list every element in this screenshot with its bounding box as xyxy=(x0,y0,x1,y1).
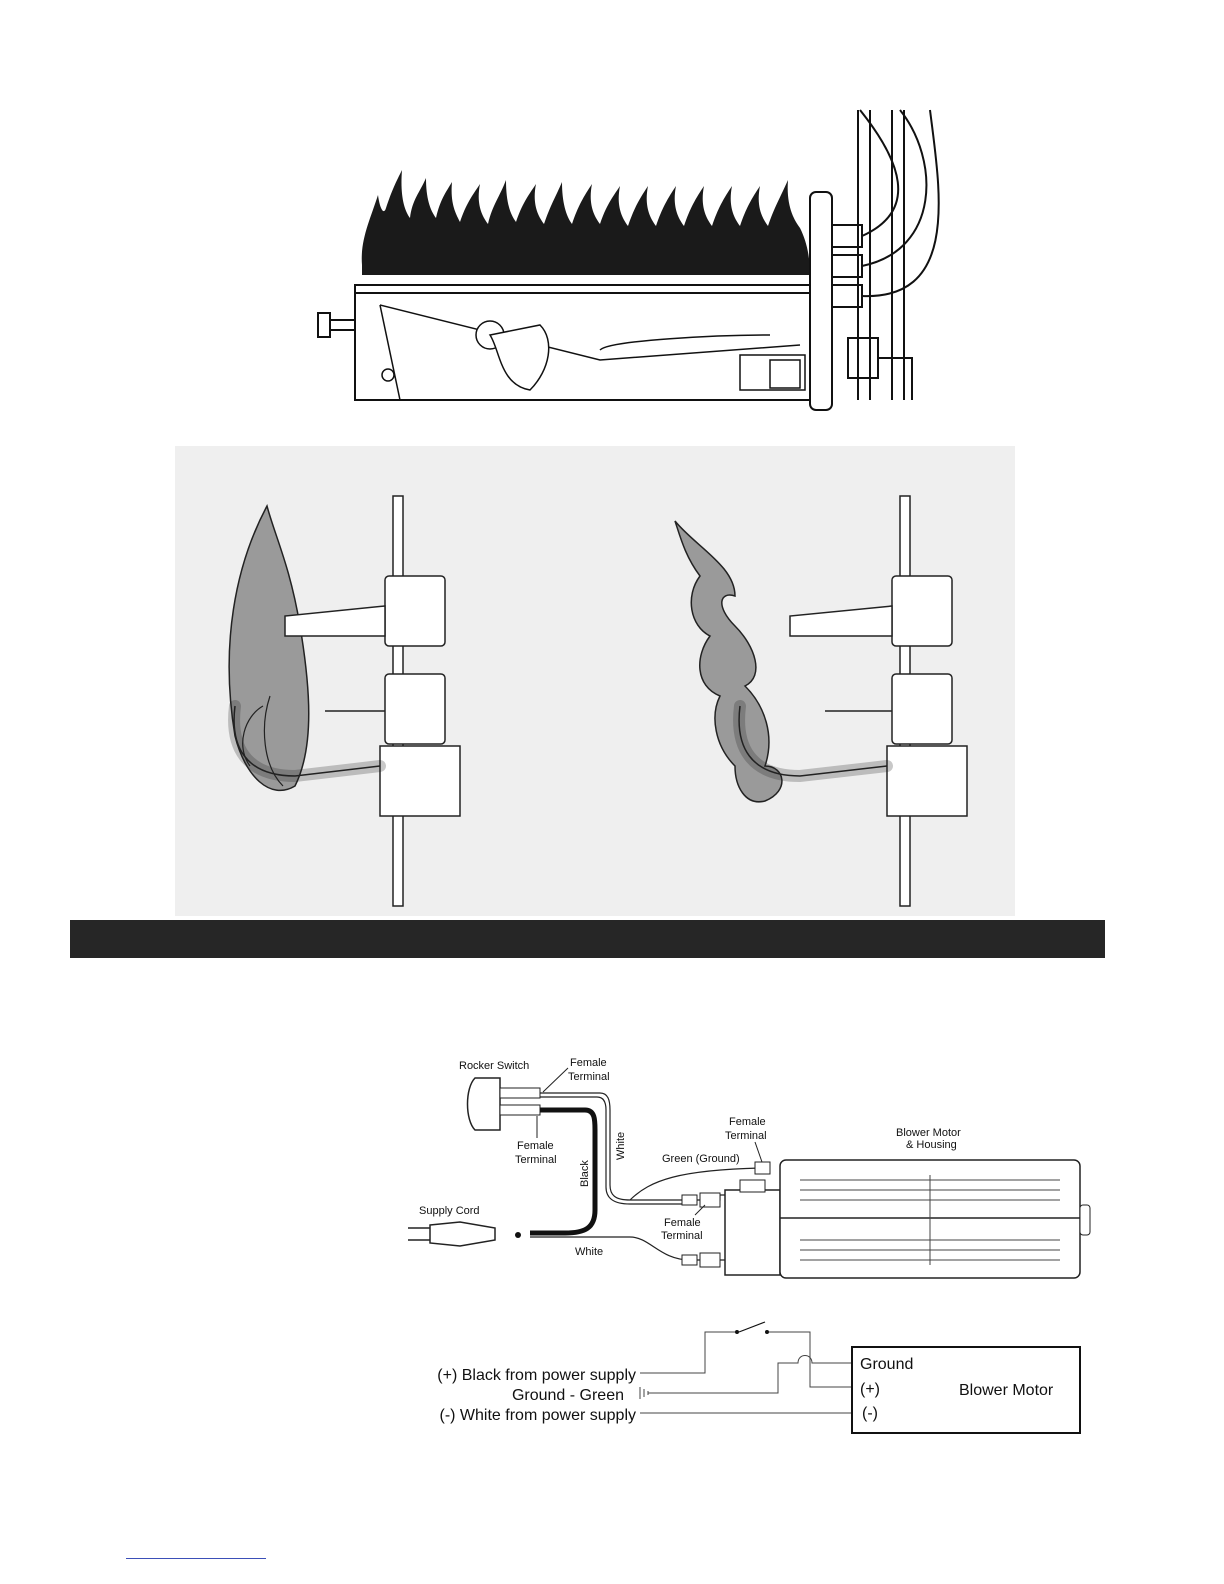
label-female-terminal-4b: Terminal xyxy=(661,1230,703,1242)
schematic-label-white: (-) White from power supply xyxy=(439,1407,636,1424)
schematic-label-ground: Ground - Green xyxy=(511,1387,624,1404)
thermopile-fitting xyxy=(385,674,445,744)
label-female-terminal-1b: Terminal xyxy=(568,1071,610,1083)
burner-assembly-illustration xyxy=(300,100,950,420)
switch-contact-left xyxy=(735,1330,739,1334)
box-label-minus: (-) xyxy=(862,1405,878,1422)
schematic-black-wire xyxy=(640,1332,735,1373)
label-blower-motor-2: & Housing xyxy=(906,1139,957,1151)
box-label-ground: Ground xyxy=(860,1356,914,1373)
blower-wiring-diagram xyxy=(400,1050,1100,1290)
label-female-terminal-4: Female xyxy=(664,1217,701,1229)
ground-symbol xyxy=(640,1387,648,1399)
label-black: Black xyxy=(579,1160,591,1187)
label-rocker-switch: Rocker Switch xyxy=(459,1060,530,1072)
label-white-top: White xyxy=(615,1131,627,1160)
burner-flames xyxy=(362,170,810,275)
label-white-bottom: White xyxy=(575,1246,604,1258)
label-blower-motor-1: Blower Motor xyxy=(896,1127,961,1139)
label-female-terminal-2: Female xyxy=(517,1140,554,1152)
schematic-label-black: (+) Black from power supply xyxy=(437,1367,636,1384)
supply-cord-plug xyxy=(430,1222,495,1246)
switch-contact-right xyxy=(765,1330,769,1334)
label-female-terminal-3: Female xyxy=(729,1116,766,1128)
switch-blade xyxy=(739,1322,765,1332)
label-female-terminal-3b: Terminal xyxy=(725,1130,767,1142)
rocker-switch-shape xyxy=(468,1078,501,1130)
box-label-plus: (+) xyxy=(860,1381,880,1398)
motor-connector-box xyxy=(725,1190,780,1275)
label-female-terminal-2b: Terminal xyxy=(515,1154,557,1166)
section-header-bar xyxy=(70,920,1105,958)
box-label-title: Blower Motor xyxy=(959,1382,1054,1399)
thermocouple-fitting xyxy=(385,576,445,646)
pilot-flame-comparison xyxy=(175,446,1015,916)
label-female-terminal-1: Female xyxy=(570,1057,607,1069)
blower-schematic xyxy=(400,1305,1100,1445)
footer-link-rule xyxy=(126,1558,266,1559)
burner-hole xyxy=(382,369,394,381)
mounting-plate xyxy=(810,192,832,410)
label-green-ground: Green (Ground) xyxy=(662,1153,740,1165)
pilot-fitting xyxy=(380,746,460,816)
label-supply-cord: Supply Cord xyxy=(419,1205,480,1217)
